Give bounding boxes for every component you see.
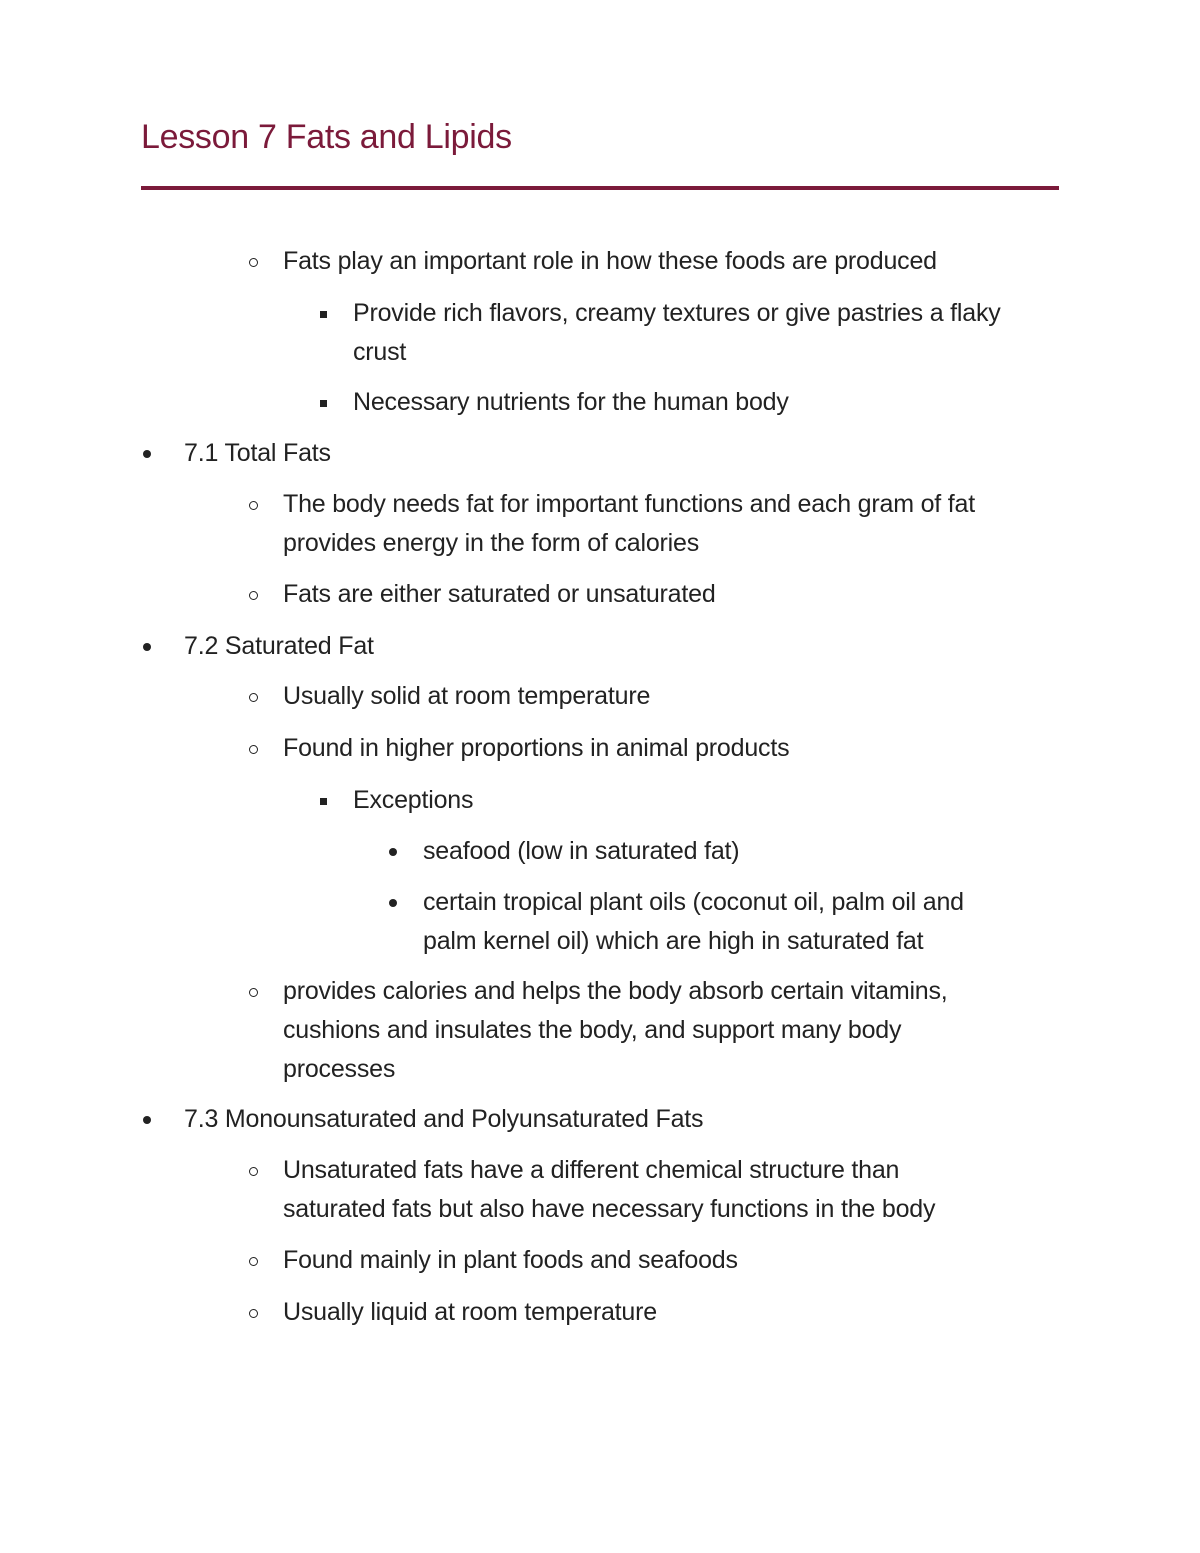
outline-item-text: Unsaturated fats have a different chemical structure than [283,1156,900,1184]
bullet-marker [389,848,397,856]
bullet-marker [143,450,151,458]
outline-item-text: processes [283,1055,396,1083]
title-divider [141,186,1059,190]
outline-item-text: crust [353,338,407,366]
outline-item-text: Usually liquid at room temperature [283,1298,657,1326]
square-bullet-marker [320,400,327,407]
outline-item-text: The body needs fat for important functions and each gram of fat [283,490,975,518]
outline-item-text: Found in higher proportions in animal products [283,734,790,762]
circle-bullet-marker [249,1309,258,1318]
outline-item-text: certain tropical plant oils (coconut oil, palm oil and [423,888,964,916]
square-bullet-marker [320,311,327,318]
bullet-marker [143,1116,151,1124]
outline-item-text: provides energy in the form of calories [283,529,700,557]
circle-bullet-marker [249,745,258,754]
outline-item-text: palm kernel oil) which are high in saturated fat [423,927,924,955]
circle-bullet-marker [249,988,258,997]
outline-item-text: Fats are either saturated or unsaturated [283,580,716,608]
outline-item-text: Found mainly in plant foods and seafoods [283,1246,738,1274]
circle-bullet-marker [249,1167,258,1176]
outline-item-text: Provide rich flavors, creamy textures or give pastries a flaky [353,299,1001,327]
circle-bullet-marker [249,693,258,702]
outline-item-text: 7.1 Total Fats [184,439,331,467]
circle-bullet-marker [249,258,258,267]
outline-item-text: Necessary nutrients for the human body [353,388,789,416]
outline-item-text: seafood (low in saturated fat) [423,837,740,865]
outline-item-text: 7.3 Monounsaturated and Polyunsaturated Fats [184,1105,704,1133]
outline-item-text: Fats play an important role in how these foods are produced [283,247,937,275]
circle-bullet-marker [249,1257,258,1266]
outline-item-text: Exceptions [353,786,474,814]
circle-bullet-marker [249,591,258,600]
square-bullet-marker [320,798,327,805]
outline-item-text: Usually solid at room temperature [283,682,651,710]
bullet-marker [389,899,397,907]
outline-item-text: saturated fats but also have necessary functions in the body [283,1195,936,1223]
outline-item-text: cushions and insulates the body, and support many body [283,1016,902,1044]
outline-item-text: 7.2 Saturated Fat [184,632,374,660]
bullet-marker [143,643,151,651]
circle-bullet-marker [249,501,258,510]
outline-item-text: provides calories and helps the body absorb certain vitamins, [283,977,948,1005]
page-title: Lesson 7 Fats and Lipids [141,118,512,156]
